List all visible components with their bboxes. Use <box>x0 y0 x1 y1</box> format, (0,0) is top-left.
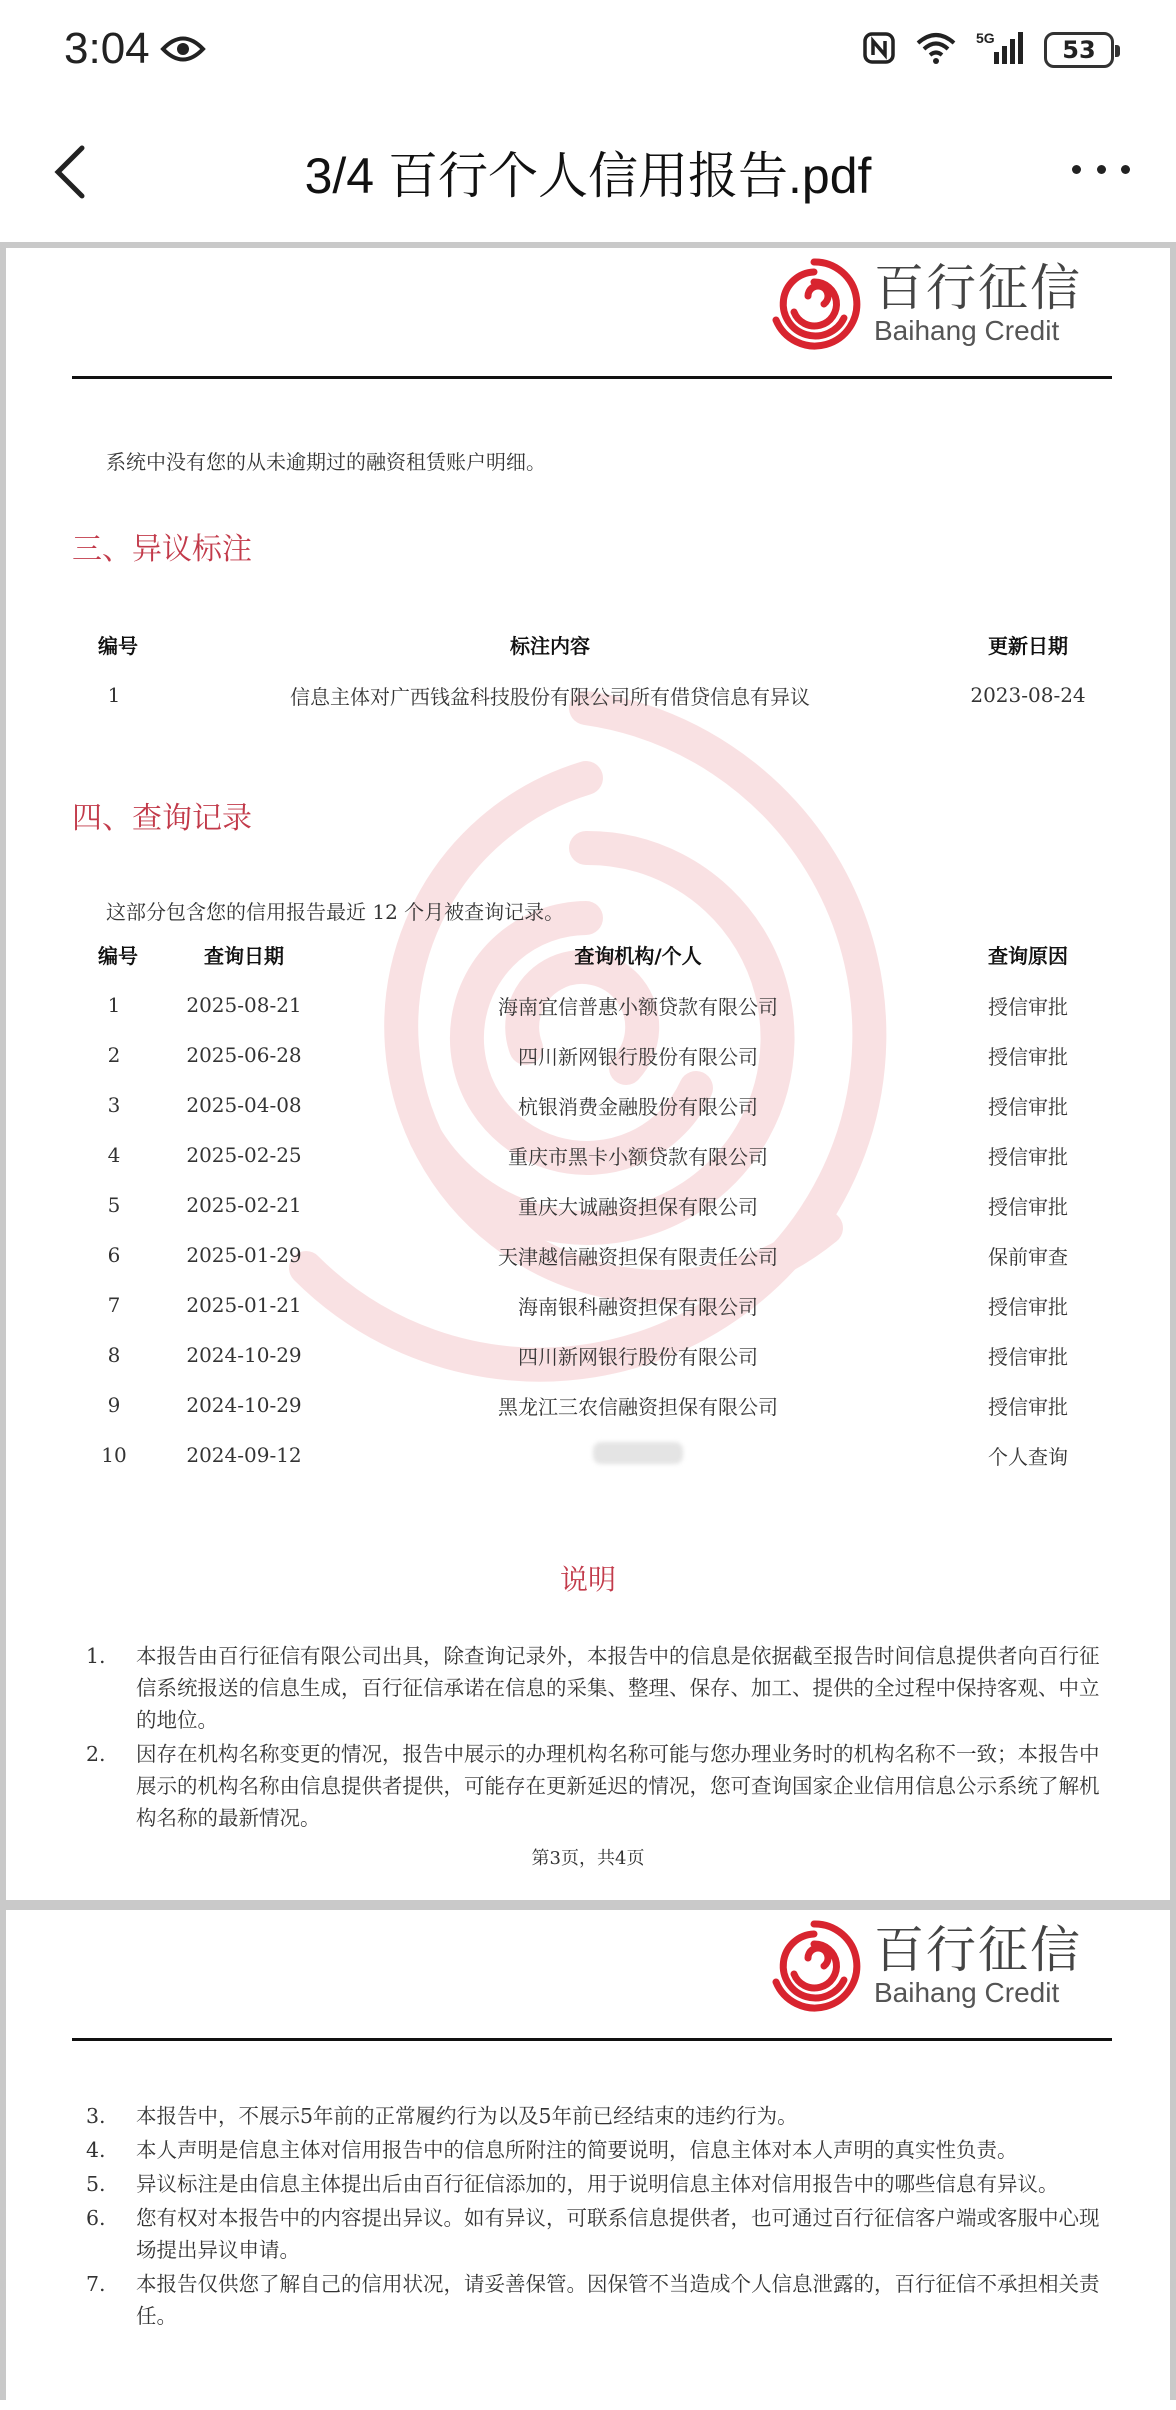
note-number: 3. <box>86 2104 106 2128</box>
cell-org: 海南宜信普惠小额贷款有限公司 <box>498 994 778 1019</box>
cell-no: 1 <box>107 683 121 707</box>
pdf-page-4 <box>6 1910 1170 2410</box>
note-item <box>86 2100 1106 2132</box>
cell-no: 4 <box>107 1143 121 1167</box>
page-footer: 第3页，共4页 <box>531 1848 645 1869</box>
cell-reason: 授信审批 <box>988 1394 1068 1419</box>
cell-org: 重庆市黑卡小额贷款有限公司 <box>508 1144 768 1169</box>
section-query-title: 四、查询记录 <box>72 801 252 836</box>
header-rule <box>72 376 1112 379</box>
signal-5g-icon <box>976 30 1026 70</box>
redacted-blur <box>593 1442 683 1464</box>
table-row <box>72 670 1112 720</box>
cell-date: 2025-08-21 <box>186 993 302 1017</box>
note-text: 您有权对本报告中的内容提出异议。如有异议，可联系信息提供者，也可通过百行征信客户端或客服中心现场提出异议申请。 <box>136 2206 1100 2262</box>
note-text: 本报告由百行征信有限公司出具，除查询记录外，本报告中的信息是依据截至报告时间信息提供者向百行征信系统报送的信息生成，百行征信承诺在信息的采集、整理、保存、加工、提供的全过程中保持客观、中立的地位。 <box>136 1644 1100 1732</box>
baihang-logo <box>766 256 1082 352</box>
cell-date: 2025-01-29 <box>186 1243 302 1267</box>
table-row <box>72 1430 1112 1480</box>
note-item <box>86 1738 1106 1834</box>
battery-indicator: 53 <box>1044 32 1114 68</box>
cell-date: 2024-10-29 <box>186 1393 302 1417</box>
cell-reason: 授信审批 <box>988 1344 1068 1369</box>
table-row <box>72 1280 1112 1330</box>
cell-no: 1 <box>107 993 121 1017</box>
cell-reason: 个人查询 <box>988 1444 1068 1469</box>
cell-no: 6 <box>107 1243 121 1267</box>
cell-org-redacted <box>332 1430 944 1480</box>
cell-content: 信息主体对广西钱盆科技股份有限公司所有借贷信息有异议 <box>290 684 810 709</box>
note-number: 5. <box>86 2172 106 2196</box>
notes-list <box>86 2100 1106 2334</box>
query-intro: 这部分包含您的信用报告最近 12 个月被查询记录。 <box>106 900 565 924</box>
column-header-date: 更新日期 <box>988 633 1068 658</box>
cell-date: 2023-08-24 <box>970 683 1086 707</box>
note-text: 异议标注是由信息主体提出后由百行征信添加的，用于说明信息主体对信用报告中的哪些信息有异议。 <box>136 2172 1059 2196</box>
note-number: 4. <box>86 2138 106 2162</box>
objection-table <box>72 618 1112 720</box>
cell-reason: 授信审批 <box>988 1094 1068 1119</box>
note-text: 本人声明是信息主体对信用报告中的信息所附注的简要说明，信息主体对本人声明的真实性负责。 <box>136 2138 1018 2162</box>
column-header-no: 编号 <box>98 633 138 658</box>
column-header-content: 标注内容 <box>510 633 590 658</box>
cell-no: 5 <box>107 1193 121 1217</box>
table-row <box>72 1230 1112 1280</box>
pdf-viewer[interactable] <box>0 242 1176 2400</box>
cell-reason: 保前审查 <box>988 1244 1068 1269</box>
cell-date: 2024-10-29 <box>186 1343 302 1367</box>
cell-date: 2025-06-28 <box>186 1043 302 1067</box>
note-number: 2. <box>86 1742 106 1766</box>
logo-chinese-text: 百行征信 <box>874 1921 1082 1979</box>
note-text: 因存在机构名称变更的情况，报告中展示的办理机构名称可能与您办理业务时的机构名称不一致；本报告中展示的机构名称由信息提供者提供，可能存在更新延迟的情况，您可查询国家企业信用信息公示系统了解机构名称的最新情况。 <box>136 1742 1100 1830</box>
cell-date: 2025-01-21 <box>186 1293 302 1317</box>
eye-icon <box>160 34 206 68</box>
baihang-logo <box>766 1918 1082 2014</box>
cell-reason: 授信审批 <box>988 994 1068 1019</box>
cell-no: 7 <box>107 1293 121 1317</box>
status-bar <box>0 0 1176 100</box>
cell-no: 9 <box>107 1393 121 1417</box>
table-header-row <box>72 928 1112 980</box>
cell-org: 海南银科融资担保有限公司 <box>518 1294 758 1319</box>
cell-date: 2025-02-21 <box>186 1193 302 1217</box>
section-objection-title: 三、异议标注 <box>72 532 252 567</box>
cell-date: 2025-04-08 <box>186 1093 302 1117</box>
leasing-text: 系统中没有您的从未逾期过的融资租赁账户明细。 <box>106 450 546 474</box>
cell-org: 四川新网银行股份有限公司 <box>518 1344 758 1369</box>
note-item <box>86 2134 1106 2166</box>
note-item <box>86 2202 1106 2266</box>
cell-no: 10 <box>101 1443 127 1467</box>
table-row <box>72 1130 1112 1180</box>
header-rule <box>72 2038 1112 2041</box>
note-text: 本报告中，不展示5年前的正常履约行为以及5年前已经结束的违约行为。 <box>136 2104 798 2128</box>
cell-org: 杭银消费金融股份有限公司 <box>518 1094 758 1119</box>
cell-date: 2025-02-25 <box>186 1143 302 1167</box>
table-row <box>72 1030 1112 1080</box>
cell-no: 3 <box>107 1093 121 1117</box>
more-options-icon[interactable] <box>1066 144 1136 194</box>
pdf-page-3 <box>6 248 1170 1900</box>
baihang-logo-icon <box>766 1918 862 2014</box>
table-row <box>72 1180 1112 1230</box>
cell-org: 四川新网银行股份有限公司 <box>518 1044 758 1069</box>
note-number: 7. <box>86 2272 106 2296</box>
column-header-date: 查询日期 <box>204 943 284 968</box>
note-text: 本报告仅供您了解自己的信用状况，请妥善保管。因保管不当造成个人信息泄露的，百行征信不承担相关责任。 <box>136 2272 1100 2328</box>
note-item <box>86 1640 1106 1736</box>
notes-title: 说明 <box>559 1563 616 1596</box>
cell-reason: 授信审批 <box>988 1044 1068 1069</box>
column-header-org: 查询机构/个人 <box>574 943 702 968</box>
document-title: 3/4 百行个人信用报告.pdf <box>304 148 872 204</box>
cell-org: 天津越信融资担保有限责任公司 <box>498 1244 778 1269</box>
note-item <box>86 2268 1106 2332</box>
svg-text:5G: 5G <box>976 30 995 46</box>
wifi-icon <box>914 31 958 69</box>
cell-no: 8 <box>107 1343 121 1367</box>
cell-reason: 授信审批 <box>988 1144 1068 1169</box>
query-table <box>72 928 1112 1480</box>
cell-org: 重庆大诚融资担保有限公司 <box>518 1194 758 1219</box>
logo-english-text: Baihang Credit <box>874 315 1060 346</box>
column-header-reason: 查询原因 <box>988 943 1068 968</box>
table-header-row <box>72 618 1112 670</box>
table-row <box>72 1330 1112 1380</box>
nfc-icon <box>862 31 896 69</box>
note-number: 1. <box>86 1644 106 1668</box>
table-row <box>72 980 1112 1030</box>
logo-english-text: Baihang Credit <box>874 1977 1060 2008</box>
note-number: 6. <box>86 2206 106 2230</box>
cell-date: 2024-09-12 <box>186 1443 302 1467</box>
cell-no: 2 <box>107 1043 121 1067</box>
logo-chinese-text: 百行征信 <box>874 259 1082 317</box>
cell-reason: 授信审批 <box>988 1194 1068 1219</box>
status-time: 3:04 <box>64 24 150 73</box>
app-bar <box>0 100 1176 242</box>
cell-org: 黑龙江三农信融资担保有限公司 <box>498 1394 778 1419</box>
cell-reason: 授信审批 <box>988 1294 1068 1319</box>
table-row <box>72 1380 1112 1430</box>
column-header-no: 编号 <box>98 943 138 968</box>
notes-list <box>86 1640 1106 1836</box>
note-item <box>86 2168 1106 2200</box>
baihang-logo-icon <box>766 256 862 352</box>
table-row <box>72 1080 1112 1130</box>
